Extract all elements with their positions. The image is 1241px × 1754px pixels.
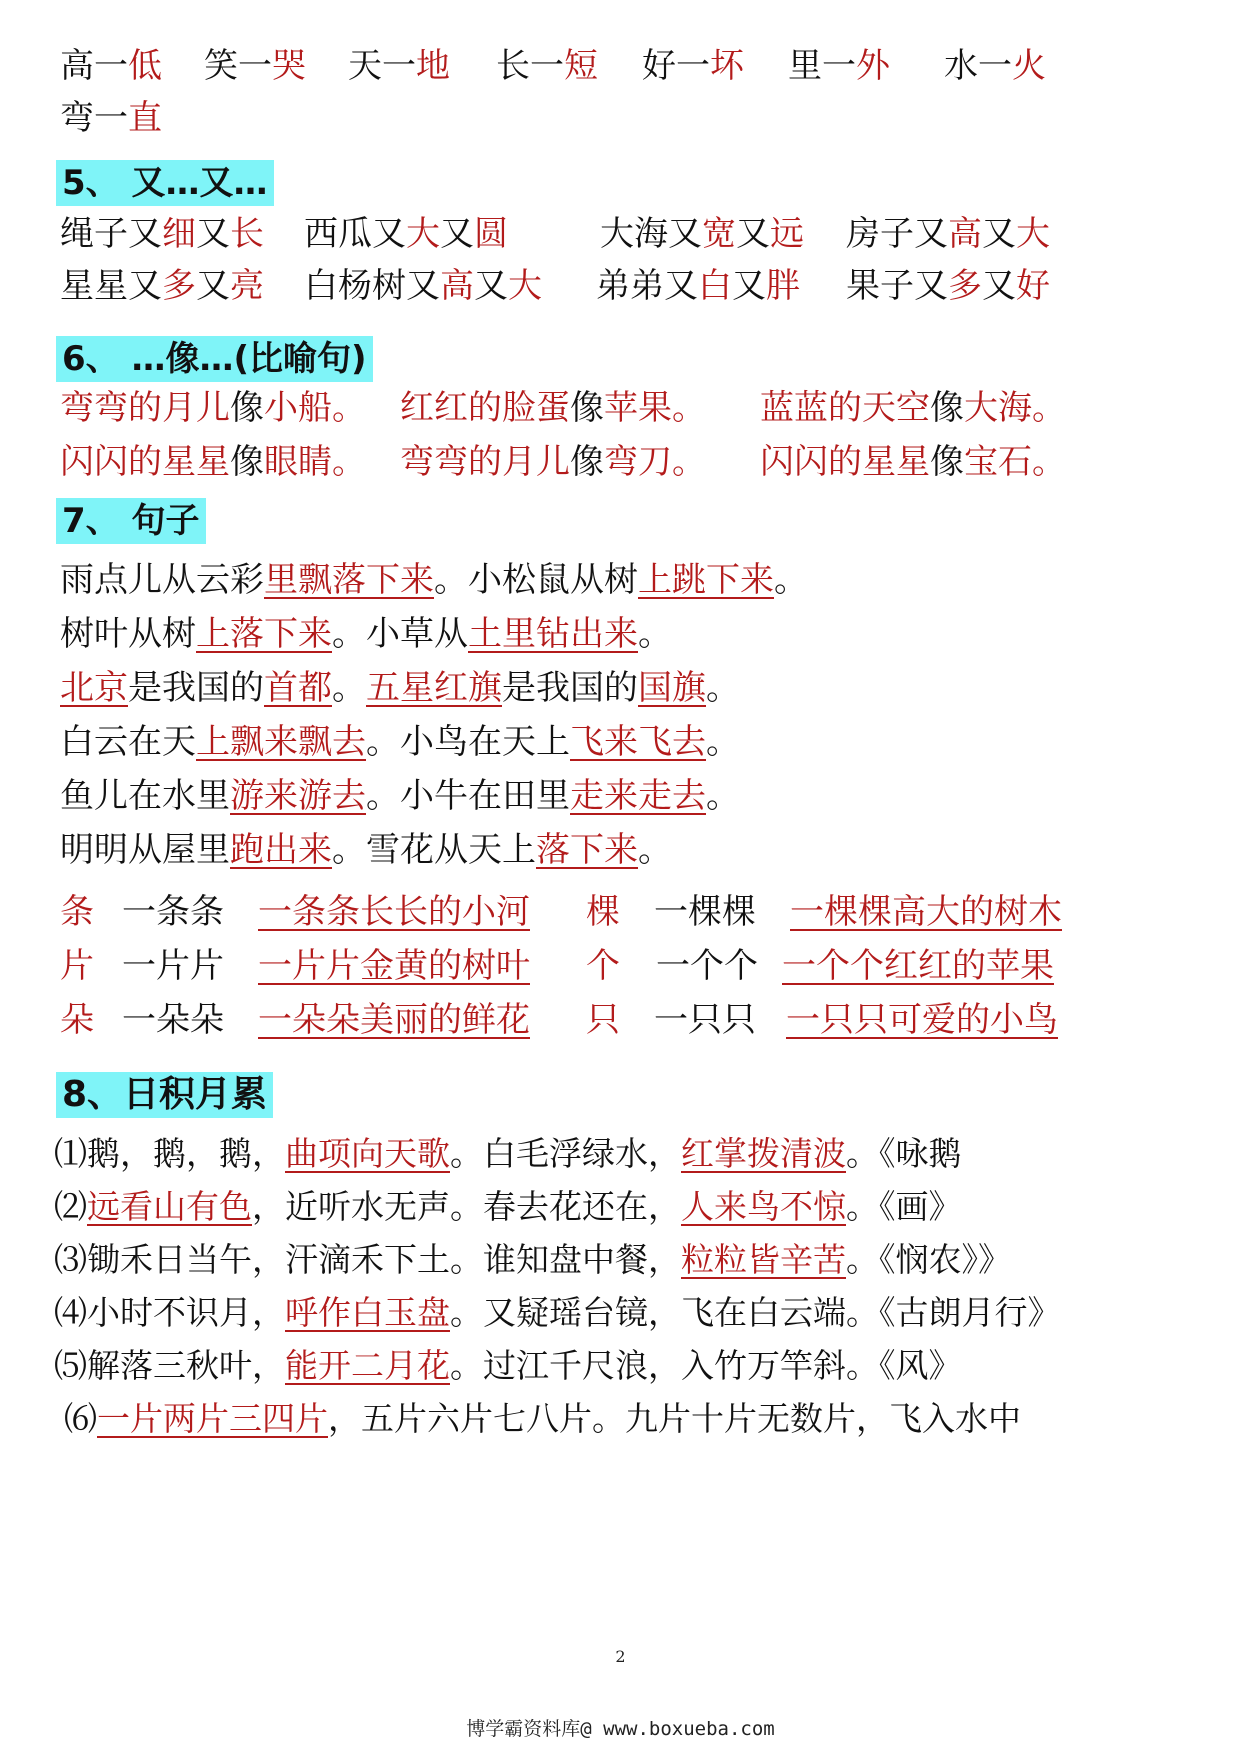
sentence-text: ⑹ <box>64 1399 97 1438</box>
underlined-answer: 五星红旗 <box>366 668 502 708</box>
sentence-text: ，五片六片七八片。九片十片无数片，飞入水中 <box>328 1399 1021 1438</box>
antonym-pair: 弯一直 <box>60 98 162 138</box>
antonym-pair: 里一外 <box>788 46 890 86</box>
you-you-phrase: 星星又多又亮 <box>60 266 264 306</box>
page-number: 2 <box>615 1647 626 1666</box>
sentence-text: 。《咏鹅 <box>846 1134 962 1173</box>
sentence-line <box>60 558 808 602</box>
sentence-text: ⑸解落三秋叶， <box>54 1346 285 1385</box>
underlined-answer: 落下来 <box>536 830 638 870</box>
measure-word: 朵 <box>60 1000 94 1040</box>
footer-watermark: 博学霸资料库@ www.boxueba.com <box>466 1718 775 1740</box>
measure-repeat: 一片片 <box>122 946 224 986</box>
antonym-pair: 天一地 <box>348 46 450 86</box>
measure-example: 一棵棵高大的树木 <box>790 892 1062 932</box>
sentence-line <box>60 612 672 656</box>
antonym-pair: 笑一哭 <box>204 46 306 86</box>
antonym-pair: 水一火 <box>944 46 1046 86</box>
sentence-line <box>60 666 740 710</box>
sentence-text: 雨点儿从云彩 <box>60 560 264 600</box>
poem-line <box>64 1397 1021 1441</box>
antonym-pair: 高一低 <box>60 46 162 86</box>
underlined-answer: 国旗 <box>638 668 706 708</box>
underlined-answer: 上飘来飘去 <box>196 722 366 762</box>
underlined-answer: 首都 <box>264 668 332 708</box>
simile-sentence: 闪闪的星星像眼睛。 <box>60 442 366 482</box>
sentence-text: 。小鸟在天上 <box>366 722 570 762</box>
you-you-phrase: 果子又多又好 <box>846 266 1050 306</box>
sentence-text: 明明从屋里 <box>60 830 230 870</box>
section-6-heading: 6、 …像…(比喻句) <box>56 336 373 382</box>
underlined-answer: 里飘落下来 <box>264 560 434 600</box>
sentence-text: 。 <box>706 776 740 816</box>
measure-repeat: 一朵朵 <box>122 1000 224 1040</box>
measure-repeat: 一条条 <box>122 892 224 932</box>
underlined-answer: 粒粒皆辛苦 <box>681 1240 846 1279</box>
underlined-answer: 上跳下来 <box>638 560 774 600</box>
sentence-text: 。 <box>706 722 740 762</box>
measure-word: 个 <box>586 946 620 986</box>
sentence-line <box>60 828 672 872</box>
underlined-answer: 走来走去 <box>570 776 706 816</box>
measure-word: 条 <box>60 892 94 932</box>
poem-line <box>54 1132 962 1176</box>
sentence-text: 。 <box>774 560 808 600</box>
sentence-text: 白云在天 <box>60 722 196 762</box>
sentence-text: 树叶从树 <box>60 614 196 654</box>
sentence-line <box>60 720 740 764</box>
section-8-heading: 8、日积月累 <box>56 1072 273 1118</box>
sentence-text: ，近听水无声。春去花还在， <box>252 1187 681 1226</box>
sentence-text: 。小松鼠从树 <box>434 560 638 600</box>
you-you-phrase: 西瓜又大又圆 <box>304 214 508 254</box>
you-you-phrase: 白杨树又高又大 <box>304 266 542 306</box>
section-7-heading: 7、 句子 <box>56 498 206 544</box>
simile-sentence: 弯弯的月儿像弯刀。 <box>400 442 706 482</box>
underlined-answer: 曲项向天歌 <box>285 1134 450 1173</box>
poem-line <box>54 1185 962 1229</box>
measure-word: 只 <box>586 1000 620 1040</box>
poem-line <box>54 1344 962 1388</box>
sentence-text: ⑵ <box>54 1187 87 1226</box>
sentence-text: 是我国的 <box>128 668 264 708</box>
simile-sentence: 弯弯的月儿像小船。 <box>60 388 366 428</box>
underlined-answer: 呼作白玉盘 <box>285 1293 450 1332</box>
underlined-answer: 飞来飞去 <box>570 722 706 762</box>
underlined-answer: 远看山有色 <box>87 1187 252 1226</box>
sentence-text: 。 <box>638 614 672 654</box>
sentence-text: ⑷小时不识月， <box>54 1293 285 1332</box>
underlined-answer: 跑出来 <box>230 830 332 870</box>
underlined-answer: 一片两片三四片 <box>97 1399 328 1438</box>
underlined-answer: 土里钻出来 <box>468 614 638 654</box>
simile-sentence: 蓝蓝的天空像大海。 <box>760 388 1066 428</box>
simile-sentence: 闪闪的星星像宝石。 <box>760 442 1066 482</box>
underlined-answer: 游来游去 <box>230 776 366 816</box>
measure-example: 一朵朵美丽的鲜花 <box>258 1000 530 1040</box>
underlined-answer: 红掌拨清波 <box>681 1134 846 1173</box>
sentence-text: 鱼儿在水里 <box>60 776 230 816</box>
you-you-phrase: 大海又宽又远 <box>600 214 804 254</box>
measure-example: 一个个红红的苹果 <box>782 946 1054 986</box>
you-you-phrase: 弟弟又白又胖 <box>596 266 800 306</box>
sentence-text: 。 <box>706 668 740 708</box>
sentence-text: 。又疑瑶台镜，飞在白云端。《古朗月行》 <box>450 1293 1061 1332</box>
underlined-answer: 人来鸟不惊 <box>681 1187 846 1226</box>
simile-sentence: 红红的脸蛋像苹果。 <box>400 388 706 428</box>
measure-repeat: 一棵棵 <box>654 892 756 932</box>
sentence-text: 。 <box>638 830 672 870</box>
sentence-text: 。白毛浮绿水， <box>450 1134 681 1173</box>
sentence-text: ⑶锄禾日当午，汗滴禾下土。谁知盘中餐， <box>54 1240 681 1279</box>
measure-repeat: 一只只 <box>654 1000 756 1040</box>
poem-line <box>54 1291 1061 1335</box>
you-you-phrase: 绳子又细又长 <box>60 214 264 254</box>
antonym-pair: 好一坏 <box>642 46 744 86</box>
measure-example: 一片片金黄的树叶 <box>258 946 530 986</box>
sentence-text: 。小牛在田里 <box>366 776 570 816</box>
measure-example: 一只只可爱的小鸟 <box>786 1000 1058 1040</box>
measure-word: 棵 <box>586 892 620 932</box>
underlined-answer: 上落下来 <box>196 614 332 654</box>
sentence-text: ⑴鹅，鹅，鹅， <box>54 1134 285 1173</box>
measure-example: 一条条长长的小河 <box>258 892 530 932</box>
sentence-text: 。雪花从天上 <box>332 830 536 870</box>
sentence-text: 。过江千尺浪，入竹万竿斜。《风》 <box>450 1346 962 1385</box>
antonym-pair: 长一短 <box>496 46 598 86</box>
sentence-text: 。 <box>332 668 366 708</box>
measure-repeat: 一个个 <box>656 946 758 986</box>
measure-word: 片 <box>60 946 94 986</box>
underlined-answer: 北京 <box>60 668 128 708</box>
sentence-text: 是我国的 <box>502 668 638 708</box>
underlined-answer: 能开二月花 <box>285 1346 450 1385</box>
you-you-phrase: 房子又高又大 <box>846 214 1050 254</box>
section-5-heading: 5、 又…又… <box>56 160 274 206</box>
poem-line <box>54 1238 1011 1282</box>
sentence-line <box>60 774 740 818</box>
sentence-text: 。小草从 <box>332 614 468 654</box>
sentence-text: 。《悯农》》 <box>846 1240 1011 1279</box>
sentence-text: 。《画》 <box>846 1187 962 1226</box>
